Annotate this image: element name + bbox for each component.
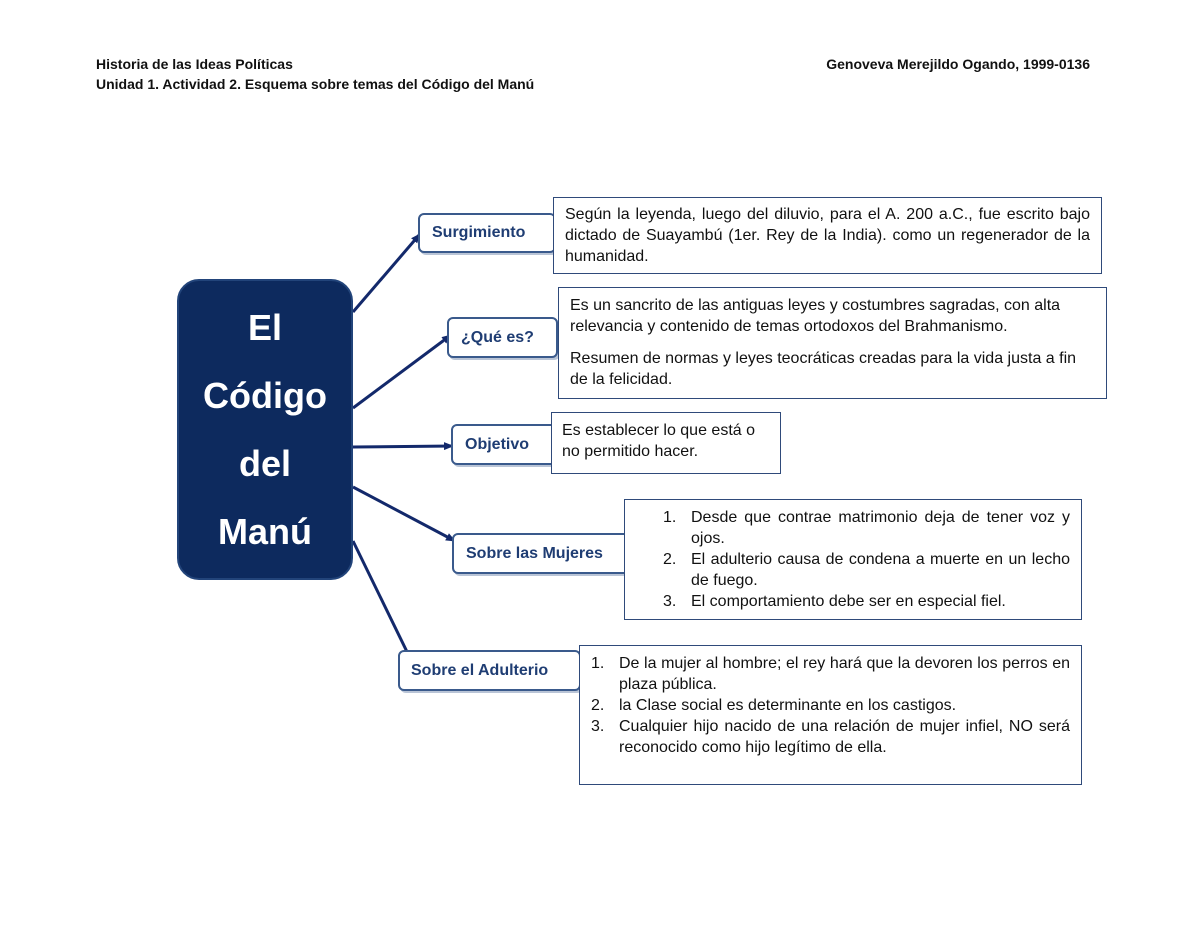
list-item — [663, 507, 1070, 549]
list-item-number: 3. — [663, 593, 677, 610]
central-line-2: Código — [203, 374, 327, 416]
mujeres-list — [636, 507, 1070, 612]
list-item-text: El adulterio causa de condena a muerte en un lecho de fuego. — [691, 551, 1070, 589]
description-que-es — [558, 287, 1107, 399]
list-item-text: Cualquier hijo nacido de una relación de mujer infiel, NO será reconocido como hijo legítimo de ella. — [619, 718, 1070, 756]
topic-sobre-el-adulterio: Sobre el Adulterio — [398, 650, 581, 691]
list-item — [663, 549, 1070, 591]
central-topic-box — [177, 279, 353, 580]
description-surgimiento — [553, 197, 1102, 274]
list-item-number: 1. — [591, 655, 605, 672]
que-es-paragraph-1: Es un sancrito de las antiguas leyes y costumbres sagradas, con alta relevancia y contenido de temas ortodoxos del Brahmanismo. — [570, 297, 1061, 335]
list-item-text: El comportamiento debe ser en especial fiel. — [691, 593, 1006, 610]
arrow-to-objetivo — [353, 446, 453, 447]
list-item — [591, 716, 1070, 758]
document-unit-title: Unidad 1. Actividad 2. Esquema sobre temas del Código del Manú — [96, 76, 535, 92]
list-item-text: la Clase social es determinante en los castigos. — [619, 697, 957, 714]
list-item — [663, 591, 1070, 612]
que-es-paragraph-2: Resumen de normas y leyes teocráticas creadas para la vida justa a fin de la felicidad. — [570, 350, 1077, 388]
adulterio-list — [591, 653, 1070, 758]
arrow-to-que-es — [353, 335, 451, 408]
arrow-to-mujeres — [353, 487, 455, 541]
list-item — [591, 653, 1070, 695]
topic-sobre-las-mujeres: Sobre las Mujeres — [452, 533, 640, 574]
topic-objetivo: Objetivo — [451, 424, 557, 465]
description-objetivo — [551, 412, 781, 474]
list-item-number: 2. — [663, 551, 677, 568]
list-item-text: De la mujer al hombre; el rey hará que la devoren los perros en plaza pública. — [619, 655, 1070, 693]
central-line-4: Manú — [218, 510, 312, 552]
list-item-number: 2. — [591, 697, 605, 714]
objetivo-text: Es establecer lo que está o no permitido hacer. — [562, 422, 756, 460]
arrow-to-adulterio — [353, 541, 411, 660]
topic-surgimiento: Surgimiento — [418, 213, 556, 253]
list-item — [591, 695, 1070, 716]
description-sobre-el-adulterio — [579, 645, 1082, 785]
arrow-to-surgimiento — [353, 234, 420, 312]
list-item-number: 3. — [591, 718, 605, 735]
central-line-1: El — [247, 306, 282, 348]
document-course-title: Historia de las Ideas Políticas — [96, 56, 293, 72]
description-sobre-las-mujeres — [624, 499, 1082, 620]
document-author: Genoveva Merejildo Ogando, 1999-0136 — [826, 56, 1090, 72]
list-item-text: Desde que contrae matrimonio deja de tener voz y ojos. — [691, 509, 1070, 547]
surgimiento-text: Según la leyenda, luego del diluvio, para el A. 200 a.C., fue escrito bajo dictado de Suayambú (1er. Rey de la India). como un regenerador de la humanidad. — [565, 206, 1090, 265]
list-item-number: 1. — [663, 509, 677, 526]
central-line-3: del — [238, 442, 291, 484]
topic-que-es: ¿Qué es? — [447, 317, 558, 358]
